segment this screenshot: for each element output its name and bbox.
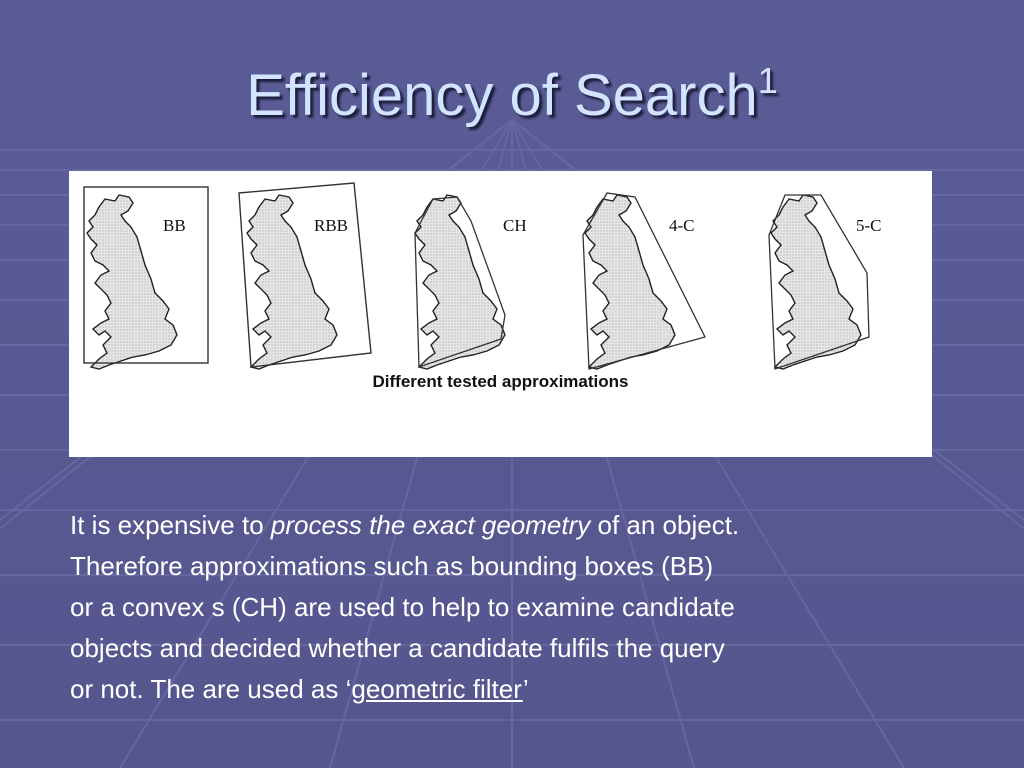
panel-rbb (239, 183, 371, 369)
panel-label-ch: CH (503, 216, 527, 235)
panel-ch (415, 195, 505, 369)
body-line-5 (70, 669, 970, 710)
body-emphasis: process the exact geometry (270, 510, 591, 540)
title-text: Efficiency of Search (246, 63, 758, 128)
approximations-illustration (69, 171, 932, 457)
panel-label-4c: 4-C (669, 216, 695, 235)
panel-bb (84, 187, 208, 369)
geometric-filter-link[interactable]: geometric filter (351, 674, 523, 704)
panel-5c (769, 195, 869, 369)
slide-body (70, 505, 970, 710)
body-line-1-end: of an object. (590, 510, 740, 540)
approximations-figure (69, 171, 932, 457)
body-line-1-start: It is expensive to (70, 510, 271, 540)
body-line-3: or a convex s (CH) are used to help to examine candidate (70, 592, 735, 622)
body-line-2: Therefore approximations such as bounding boxes (BB) (70, 551, 714, 581)
body-line-1 (70, 505, 970, 546)
body-line-5-end: ’ (522, 674, 529, 704)
panel-label-bb: BB (163, 216, 186, 235)
figure-caption: Different tested approximations (372, 372, 629, 391)
slide-title (0, 60, 1024, 129)
panel-label-rbb: RBB (314, 216, 349, 235)
panel-label-5c: 5-C (856, 216, 882, 235)
body-line-4: objects and decided whether a candidate fulfils the query (70, 633, 725, 663)
title-footnote-marker: 1 (757, 60, 778, 101)
body-line-5-start: or not. The are used as ‘ (70, 674, 352, 704)
